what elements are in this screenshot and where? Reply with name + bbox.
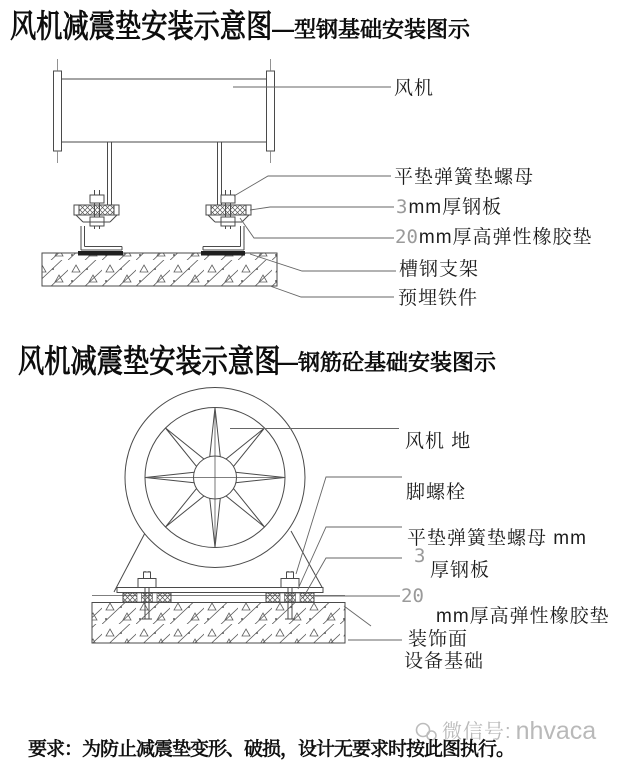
label-equipment-base-2: 设备基础 — [404, 651, 485, 672]
label-fan-1: 风机 — [394, 78, 435, 99]
leader-embedded-iron — [270, 286, 394, 297]
dim-3mm-2: 3 — [414, 545, 426, 567]
rubber-pad-sandwich — [123, 593, 171, 602]
label-rubber-pad-1: 20 mm厚高弹性橡胶垫 — [395, 226, 593, 248]
rubber-pad-sandwich — [266, 593, 314, 602]
bolt-cap — [287, 572, 294, 579]
leader-steel-plate — [250, 207, 394, 210]
requirement-note: 要求：为防止减震垫变形、破损，设计无要求时按此图执行。 — [28, 739, 515, 760]
fan-front-view — [125, 388, 305, 568]
flange-left — [54, 71, 62, 151]
nut-top — [90, 195, 104, 203]
embedded-plate-left — [78, 251, 123, 256]
dim-20mm: 20 — [395, 226, 418, 248]
embedded-plate-right — [201, 251, 245, 256]
label-washer-nut-1: 平垫弹簧垫螺母 — [394, 167, 535, 188]
label-rubber-pad-2: mm厚高弹性橡胶垫 — [436, 606, 610, 627]
fan-legs — [108, 142, 222, 205]
channel-bracket-left — [81, 226, 122, 250]
leader-finish-surface — [344, 606, 371, 626]
dim-20mm-2: 20 — [401, 585, 424, 607]
leader-anchor-bolt — [296, 477, 402, 574]
dim-3mm: 3 — [396, 196, 408, 218]
label-channel-bracket-1: 槽钢支架 — [399, 259, 480, 280]
diagram2-title: 风机减震垫安装示意图 — [18, 343, 281, 379]
label-anchor-bolt-2: 脚螺栓 — [406, 482, 467, 503]
watermark-text-cn: 微信号: — [442, 720, 512, 743]
concrete-base-2 — [92, 603, 345, 644]
nut-top — [221, 195, 235, 203]
spring-washer-plate — [74, 205, 119, 215]
channel-bracket-right — [203, 226, 244, 250]
diagram1-subtitle: —型钢基础安装图示 — [272, 17, 471, 42]
leader-washer-nut — [234, 176, 391, 196]
diagram1-drawing — [42, 59, 396, 297]
bolt-nut — [138, 579, 156, 588]
concrete-base-1 — [42, 253, 277, 286]
fan-side-view — [54, 59, 275, 205]
watermark-text-en: nhvaca — [515, 717, 597, 745]
flange-right — [267, 71, 275, 151]
bolt-nut — [281, 579, 299, 588]
damper-assembly-left — [74, 190, 123, 256]
label-steel-plate-2: 厚钢板 — [430, 560, 491, 581]
diagram1-title: 风机减震垫安装示意图 — [10, 8, 273, 44]
diagram2-drawing — [92, 388, 402, 644]
label-finish-surface-2: 装饰面 — [408, 629, 469, 650]
leader-rubber-pad — [240, 218, 394, 238]
spring-washer-plate — [206, 205, 251, 215]
diagram2-subtitle: —钢筋砼基础安装图示 — [276, 350, 497, 375]
label-fan-2: 风机 地 — [405, 431, 472, 452]
label-embedded-iron-1: 预埋铁件 — [398, 288, 479, 309]
label-steel-plate-1: 3 mm厚钢板 — [396, 196, 503, 218]
bolt-cap — [144, 572, 151, 579]
label-washer-nut-2: 平垫弹簧垫螺母 mm — [407, 528, 587, 549]
